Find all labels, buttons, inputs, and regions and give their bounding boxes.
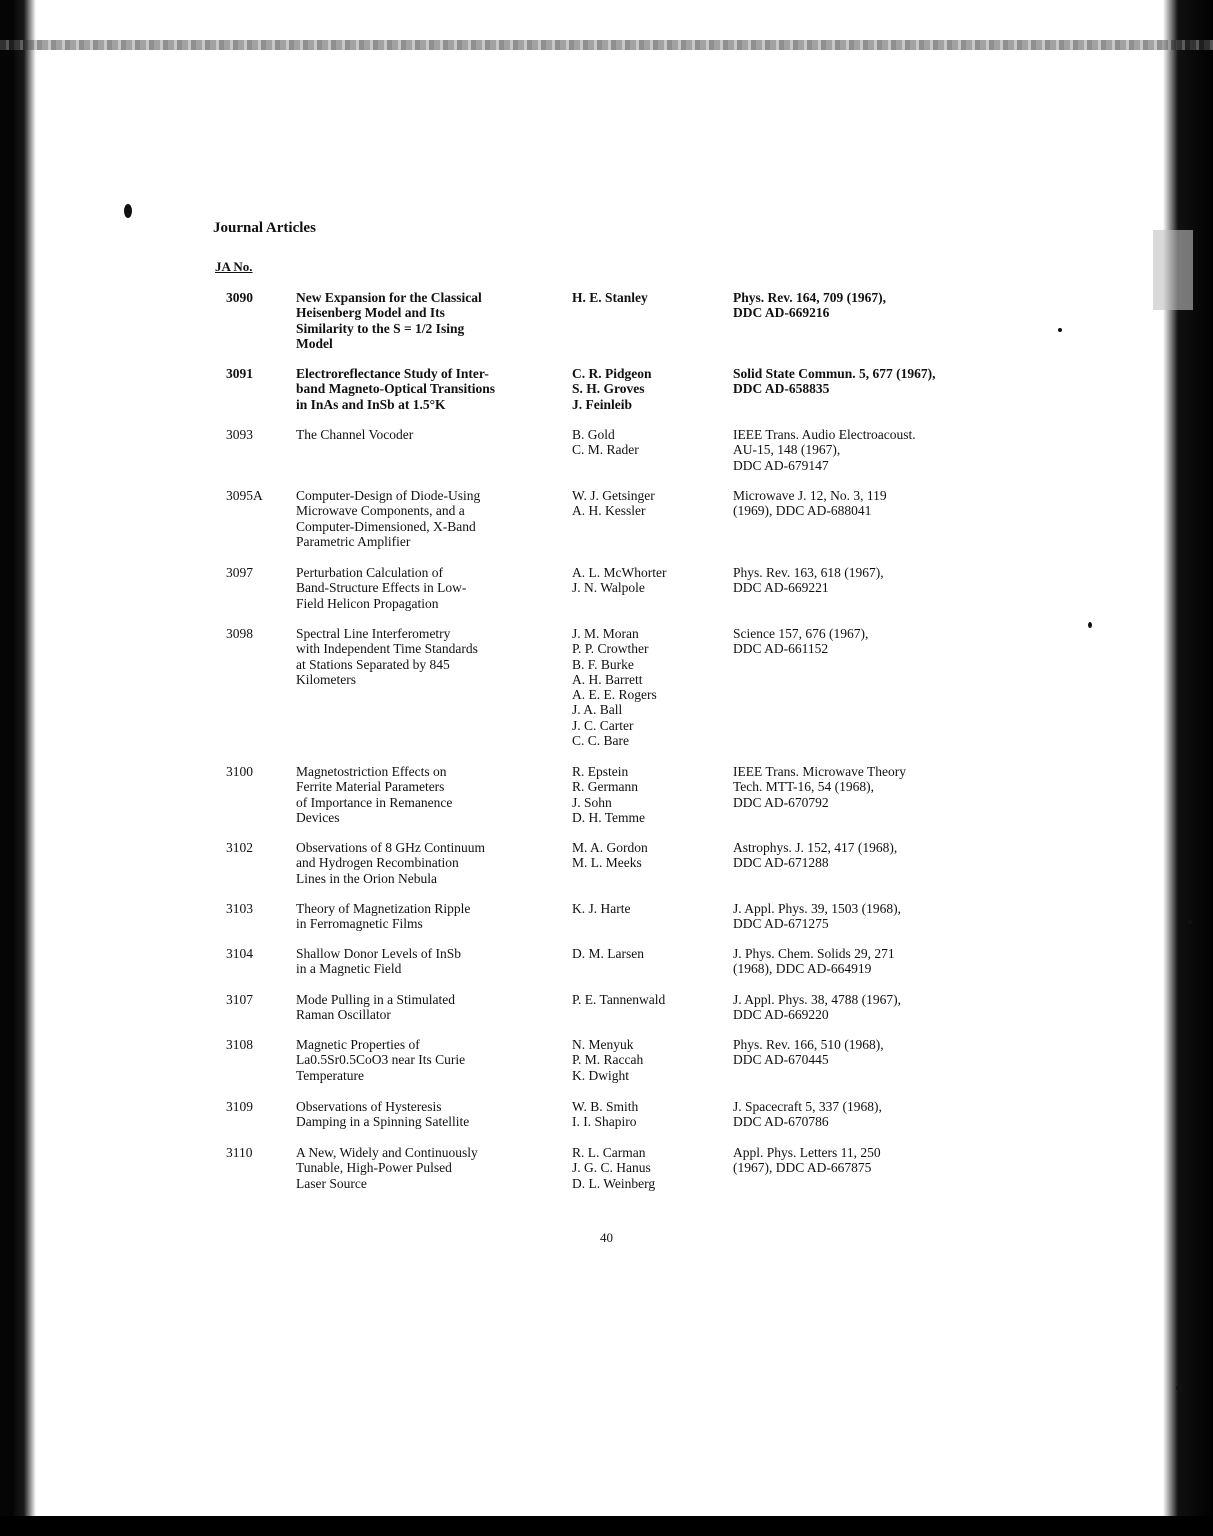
article-authors: H. E. Stanley bbox=[572, 290, 648, 305]
ja-number: 3097 bbox=[226, 565, 253, 580]
article-source: Astrophys. J. 152, 417 (1968), DDC AD-671288 bbox=[733, 840, 898, 871]
scan-speck bbox=[1176, 1386, 1180, 1390]
scan-border-bottom bbox=[0, 1516, 1213, 1536]
article-source: IEEE Trans. Microwave Theory Tech. MTT-16, 54 (1968), DDC AD-670792 bbox=[733, 764, 906, 810]
article-title: The Channel Vocoder bbox=[296, 427, 414, 442]
article-title: Magnetostriction Effects on Ferrite Material Parameters of Importance in Remanence Devices bbox=[296, 764, 453, 825]
article-authors: M. A. Gordon M. L. Meeks bbox=[572, 840, 648, 871]
ja-number: 3103 bbox=[226, 901, 253, 916]
ja-number: 3108 bbox=[226, 1037, 253, 1052]
scan-speck bbox=[124, 204, 132, 218]
ja-number: 3102 bbox=[226, 840, 253, 855]
scan-speck bbox=[1188, 920, 1192, 924]
article-title: Theory of Magnetization Ripple in Ferromagnetic Films bbox=[296, 901, 471, 932]
article-source: J. Appl. Phys. 38, 4788 (1967), DDC AD-669220 bbox=[733, 992, 902, 1023]
article-title: Magnetic Properties of La0.5Sr0.5CoO3 near Its Curie Temperature bbox=[296, 1037, 466, 1083]
scan-border-left-shadow bbox=[14, 0, 36, 1536]
article-authors: R. Epstein R. Germann J. Sohn D. H. Temme bbox=[572, 764, 646, 825]
article-authors: K. J. Harte bbox=[572, 901, 631, 916]
article-authors: D. M. Larsen bbox=[572, 946, 644, 961]
article-title: Spectral Line Interferometry with Independent Time Standards at Stations Separated by 845 Kilometers bbox=[296, 626, 478, 687]
article-title: Observations of 8 GHz Continuum and Hydrogen Recombination Lines in the Orion Nebula bbox=[296, 840, 485, 886]
ja-number: 3098 bbox=[226, 626, 253, 641]
article-source: IEEE Trans. Audio Electroacoust. AU-15, 148 (1967), DDC AD-679147 bbox=[733, 427, 916, 473]
article-source: Appl. Phys. Letters 11, 250 (1967), DDC AD-667875 bbox=[733, 1145, 881, 1176]
article-title: Mode Pulling in a Stimulated Raman Oscillator bbox=[296, 992, 455, 1023]
ja-number: 3100 bbox=[226, 764, 253, 779]
article-source: Solid State Commun. 5, 677 (1967), DDC AD-658835 bbox=[733, 366, 936, 397]
article-source: Science 157, 676 (1967), DDC AD-661152 bbox=[733, 626, 869, 657]
article-source: J. Appl. Phys. 39, 1503 (1968), DDC AD-671275 bbox=[733, 901, 902, 932]
article-source: Microwave J. 12, No. 3, 119 (1969), DDC AD-688041 bbox=[733, 488, 887, 519]
ja-number: 3090 bbox=[226, 290, 253, 305]
ja-number: 3107 bbox=[226, 992, 253, 1007]
ja-number-column-label: JA No. bbox=[215, 259, 253, 274]
article-authors: B. Gold C. M. Rader bbox=[572, 427, 639, 458]
article-title: Computer-Design of Diode-Using Microwave Components, and a Computer-Dimensioned, X-Band Parametric Amplifier bbox=[296, 488, 481, 549]
article-authors: W. B. Smith I. I. Shapiro bbox=[572, 1099, 639, 1130]
article-authors: P. E. Tannenwald bbox=[572, 992, 666, 1007]
article-authors: C. R. Pidgeon S. H. Groves J. Feinleib bbox=[572, 366, 652, 412]
article-title: A New, Widely and Continuously Tunable, High-Power Pulsed Laser Source bbox=[296, 1145, 478, 1191]
page-number: 40 bbox=[600, 1230, 613, 1245]
scan-speck bbox=[1058, 328, 1062, 332]
scan-speck bbox=[1088, 622, 1092, 628]
ja-number: 3110 bbox=[226, 1145, 253, 1160]
article-title: Observations of Hysteresis Damping in a Spinning Satellite bbox=[296, 1099, 470, 1130]
article-title: New Expansion for the Classical Heisenberg Model and Its Similarity to the S = 1/2 Ising Model bbox=[296, 290, 482, 351]
article-source: Phys. Rev. 163, 618 (1967), DDC AD-669221 bbox=[733, 565, 884, 596]
ja-number: 3095A bbox=[226, 488, 263, 503]
ja-number: 3093 bbox=[226, 427, 253, 442]
article-title: Perturbation Calculation of Band-Structure Effects in Low- Field Helicon Propagation bbox=[296, 565, 467, 611]
article-authors: N. Menyuk P. M. Raccah K. Dwight bbox=[572, 1037, 644, 1083]
section-heading: Journal Articles bbox=[213, 220, 316, 236]
article-source: Phys. Rev. 166, 510 (1968), DDC AD-670445 bbox=[733, 1037, 884, 1068]
ja-number: 3109 bbox=[226, 1099, 253, 1114]
article-title: Shallow Donor Levels of InSb in a Magnetic Field bbox=[296, 946, 461, 977]
article-authors: R. L. Carman J. G. C. Hanus D. L. Weinberg bbox=[572, 1145, 656, 1191]
article-source: Phys. Rev. 164, 709 (1967), DDC AD-669216 bbox=[733, 290, 886, 321]
article-source: J. Spacecraft 5, 337 (1968), DDC AD-670786 bbox=[733, 1099, 882, 1130]
scan-border-right-smudge bbox=[1153, 230, 1193, 310]
article-authors: A. L. McWhorter J. N. Walpole bbox=[572, 565, 667, 596]
scan-top-line bbox=[0, 40, 1213, 50]
article-source: J. Phys. Chem. Solids 29, 271 (1968), DDC AD-664919 bbox=[733, 946, 895, 977]
article-title: Electroreflectance Study of Inter- band Magneto-Optical Transitions in InAs and InSb at 1.5°K bbox=[296, 366, 496, 412]
ja-number: 3091 bbox=[226, 366, 253, 381]
ja-number: 3104 bbox=[226, 946, 253, 961]
article-authors: W. J. Getsinger A. H. Kessler bbox=[572, 488, 655, 519]
article-authors: J. M. Moran P. P. Crowther B. F. Burke A. H. Barrett A. E. E. Rogers J. A. Ball J. C. Carter C. C. Bare bbox=[572, 626, 657, 749]
